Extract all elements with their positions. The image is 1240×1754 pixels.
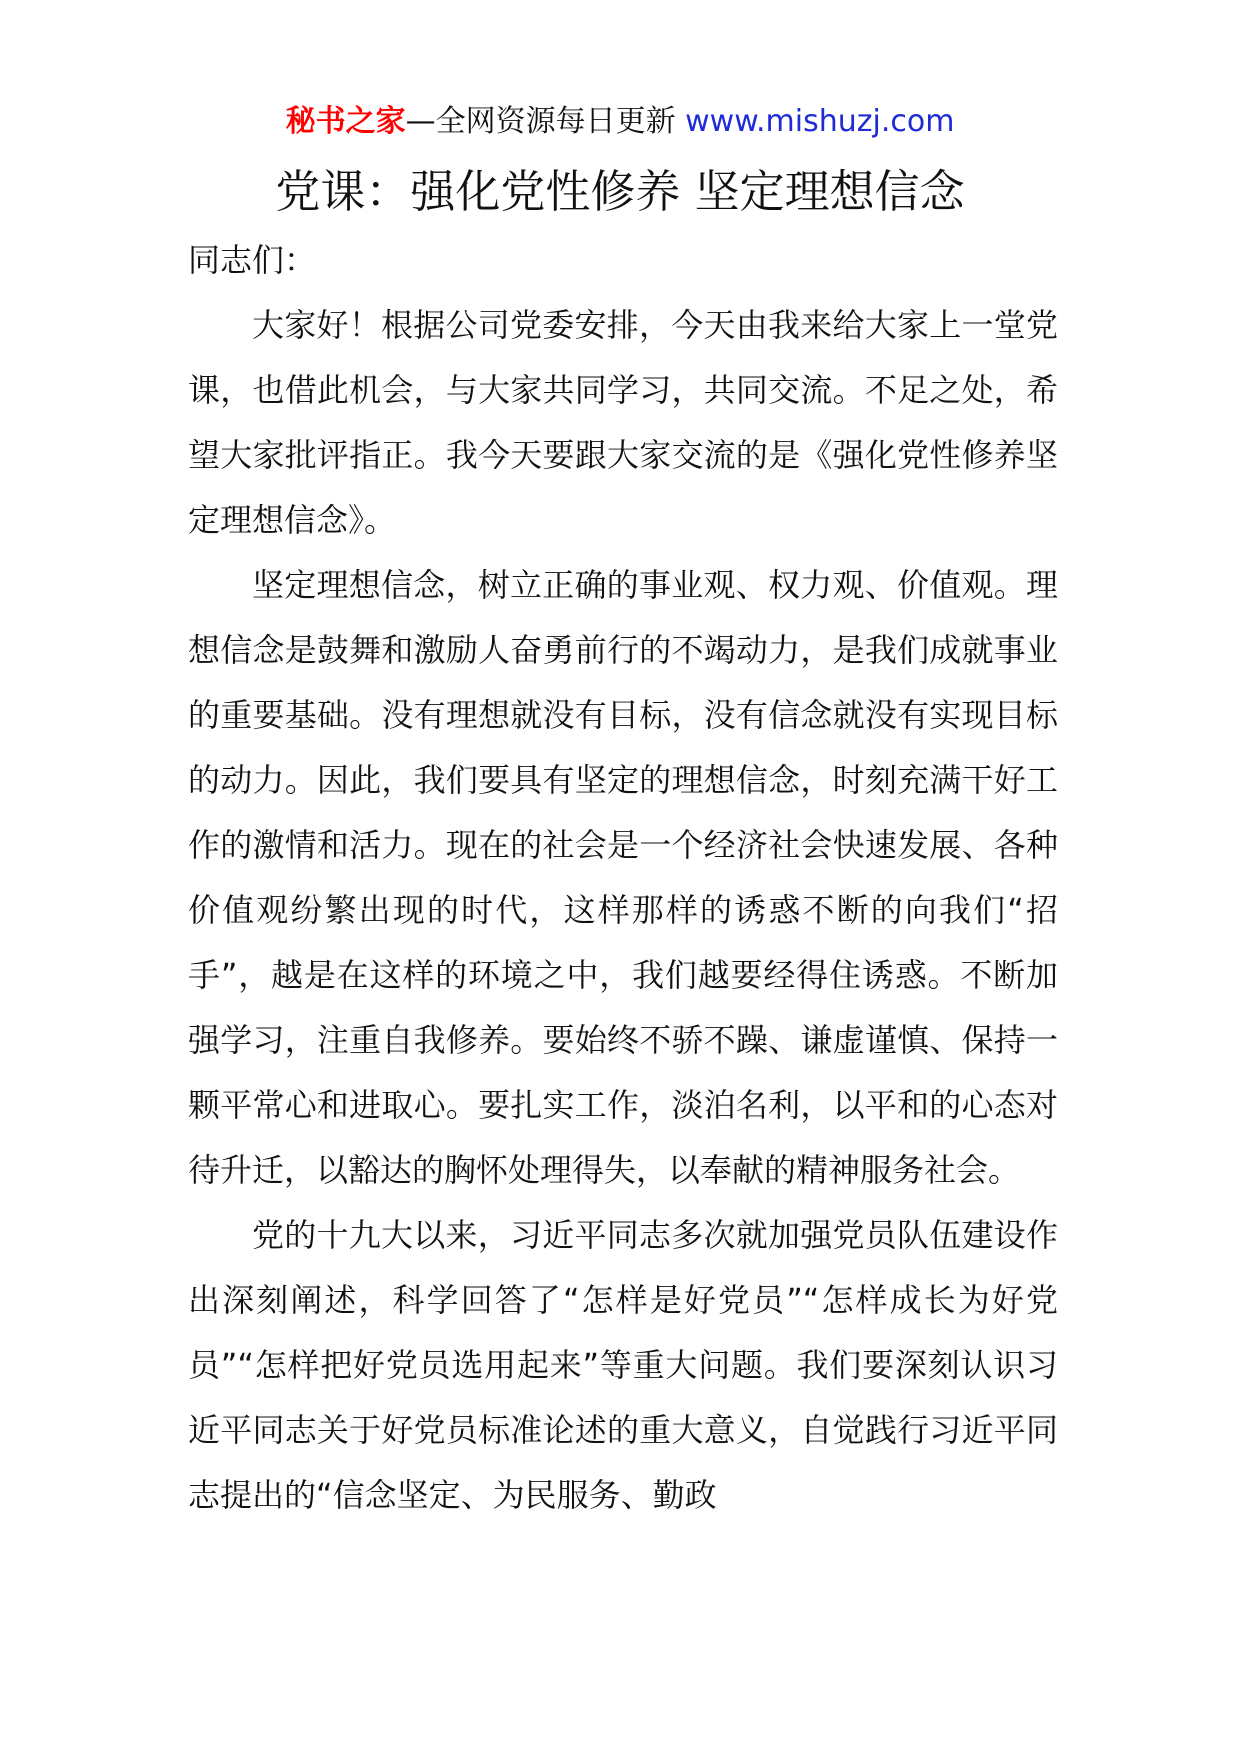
site-name: 秘书之家: [285, 104, 406, 139]
paragraph-1: 大家好！根据公司党委安排，今天由我来给大家上一堂党课，也借此机会，与大家共同学习，共同交流。不足之处，希望大家批评指正。我今天要跟大家交流的是《强化党性修养坚定理想信念》。: [188, 306, 1058, 539]
site-header: [0, 98, 1240, 146]
paragraph-2: 坚定理想信念，树立正确的事业观、权力观、价值观。理想信念是鼓舞和激励人奋勇前行的不竭动力，是我们成就事业的重要基础。没有理想就没有目标，没有信念就没有实现目标的动力。因此，我们要具有坚定的理想信念，时刻充满干好工作的激情和活力。现在的社会是一个经济社会快速发展、各种价值观纷繁出现的时代，这样那样的诱惑不断的向我们“招手”，越是在这样的环境之中，我们越要经得住诱惑。不断加强学习，注重自我修养。要始终不骄不躁、谦虚谨慎、保持一颗平常心和进取心。要扎实工作，淡泊名利，以平和的心态对待升迁，以豁达的胸怀处理得失，以奉献的精神服务社会。: [188, 566, 1058, 1189]
site-tagline: —全网资源每日更新: [405, 104, 686, 139]
salutation: 同志们：: [188, 241, 317, 279]
document-body: [188, 228, 1058, 1528]
site-url-link[interactable]: www.mishuzj.com: [685, 104, 955, 139]
document-title: 党课：强化党性修养 坚定理想信念: [275, 165, 965, 218]
paragraph-3: 党的十九大以来，习近平同志多次就加强党员队伍建设作出深刻阐述，科学回答了“怎样是好党员”“怎样成长为好党员”“怎样把好党员选用起来”等重大问题。我们要深刻认识习近平同志关于好党员标准论述的重大意义，自觉践行习近平同志提出的“信念坚定、为民服务、勤政: [188, 1216, 1058, 1514]
